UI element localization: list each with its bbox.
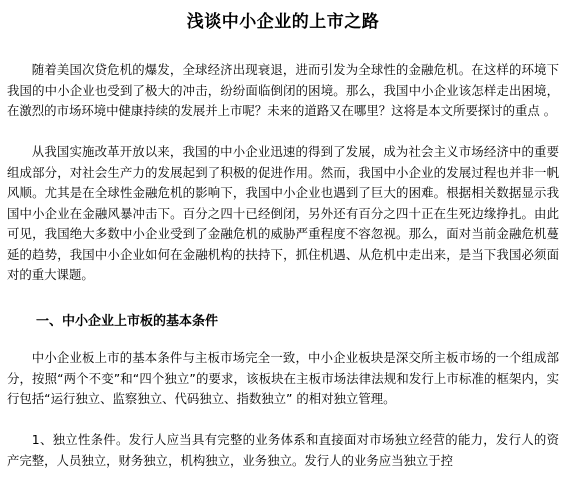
paragraph-board-conditions: 中小企业板上市的基本条件与主板市场完全一致，中小企业板块是深交所主板市场的一个组成部分，按照“两个不变”和“四个独立”的要求，该板块在主板市场法律法规和发行上市标准的框架内，实行包括“运行独立、监察独立、代码独立、指数独立” 的相对独立管理。 bbox=[7, 350, 559, 406]
paragraph-independence-condition: 1、独立性条件。发行人应当具有完整的业务体系和直接面对市场独立经营的能力，发行人的资产完整，人员独立，财务独立，机构独立，业务独立。发行人的业务应当独立于控 bbox=[7, 432, 559, 468]
paragraph-background: 从我国实施改革开放以来，我国的中小企业迅速的得到了发展，成为社会主义市场经济中的重要组成部分，对社会生产力的发展起到了积极的促进作用。然而，我国中小企业的发展过程也并非一帆风顺。尤其是在全球性金融危机的影响下，我国中小企业也遇到了巨大的困难。根据相关数据显示我国中小企业在金融风暴冲击下。百分之四十已经倒闭，另外还有百分之四十正在生死边缘挣扎。由此可见，我国绝大多数中小企业受到了金融危机的威胁严重程度不容忽视。那么，面对当前金融危机蔓延的趋势，我国中小企业如何在金融机构的扶持下，抓住机遇、从危机中走出来，是当下我国必须面对的重大课题。 bbox=[7, 144, 559, 282]
document-title: 浅谈中小企业的上市之路 bbox=[186, 12, 380, 32]
paragraph-intro: 随着美国次贷危机的爆发，全球经济出现衰退，进而引发为全球性的金融危机。在这样的环境下我国的中小企业也受到了极大的冲击，纷纷面临倒闭的困境。那么，我国中小企业该怎样走出困境，在激烈的市场环境中健康持续的发展并上市呢？未来的道路又在哪里？这将是本文所要探讨的重点 。 bbox=[7, 62, 559, 118]
section-heading: 一、中小企业上市板的基本条件 bbox=[36, 314, 219, 329]
